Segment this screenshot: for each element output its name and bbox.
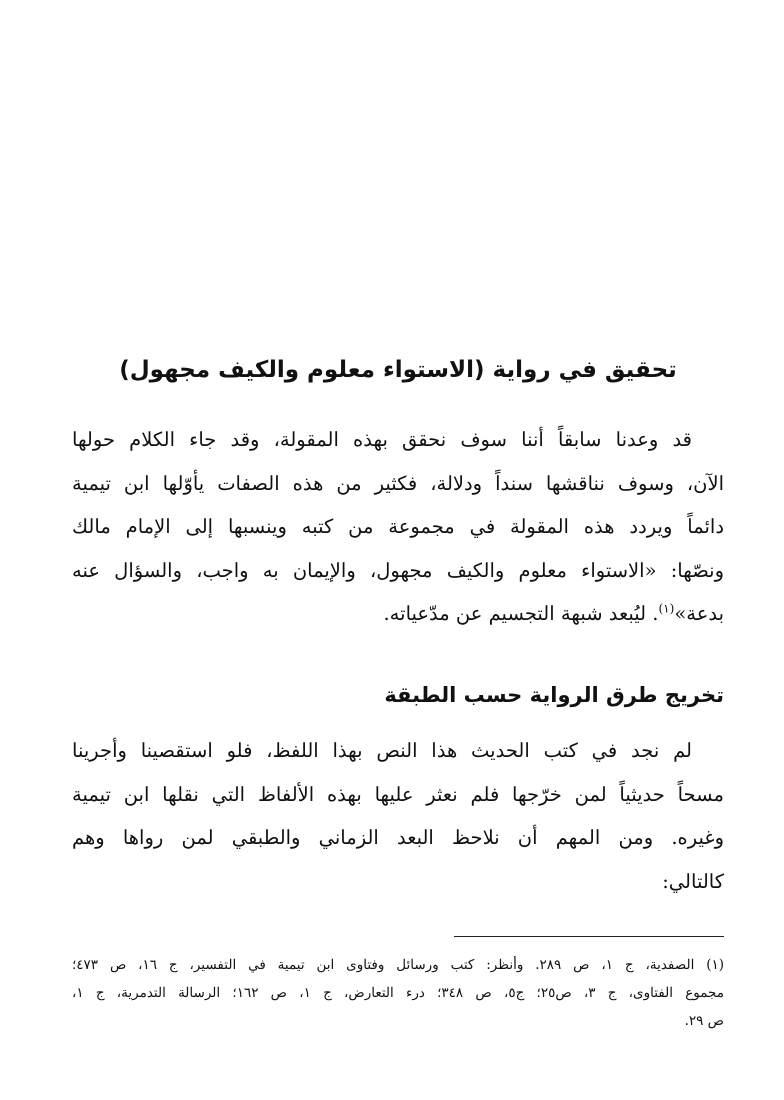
text-fragment: . ليُبعد شبهة التجسيم عن مدّعياته.: [383, 602, 659, 625]
footnote-line: مجموع الفتاوى، ج ٣، ص٢٥؛ ج٥، ص ٣٤٨؛ درء التعارض، ج ١، ص ١٦٢؛ الرسالة التدمرية، ج ١،: [72, 985, 724, 1001]
document-page: [72, 0, 724, 1100]
chapter-title: تحقيق في رواية (الاستواء معلوم والكيف مجهول): [119, 357, 677, 383]
text-line: مسحاً حديثياً لمن خرّجها فلم نعثر عليها بهذه الألفاظ التي نقلها ابن تيمية: [72, 782, 724, 806]
text-line: [72, 592, 724, 636]
paragraph-narration: [72, 729, 724, 903]
footnotes: [72, 951, 724, 1035]
text-line: قد وعدنا سابقاً أننا سوف نحقق بهذه المقولة، وقد جاء الكلام حولها: [72, 428, 692, 451]
text-line: وغيره. ومن المهم أن نلاحظ البعد الزماني والطبقي لمن رواها وهم: [72, 826, 724, 849]
text-line: كالتالي:: [662, 869, 724, 893]
section-heading: تخريج طرق الرواية حسب الطبقة: [384, 683, 724, 707]
footnote-line: (١) الصفدية، ج ١، ص ٢٨٩. وأنظر: كتب ورسائل وفتاوى ابن تيمية في التفسير، ج ١٦، ص ٤٧٣؛: [72, 957, 725, 973]
paragraph-intro: [72, 418, 724, 636]
text-line: الآن، وسوف نناقشها سنداً ودلالة، فكثير من هذه الصفات يأوّلها ابن تيمية: [72, 471, 724, 495]
footnote-divider: [454, 936, 724, 937]
text-line: دائماً ويردد هذه المقولة في مجموعة من كتبه وينسبها إلى الإمام مالك: [72, 515, 724, 538]
text-line: لم نجد في كتب الحديث هذا النص بهذا اللفظ، فلو استقصينا وأجرينا: [72, 739, 692, 762]
text-line: ونصّها: «الاستواء معلوم والكيف مجهول، والإيمان به واجب، والسؤال عنه: [72, 558, 724, 582]
text-fragment: بدعة»: [674, 602, 724, 625]
footnote-marker[interactable]: (١): [658, 601, 675, 616]
footnote-line: ص ٢٩.: [684, 1013, 724, 1029]
